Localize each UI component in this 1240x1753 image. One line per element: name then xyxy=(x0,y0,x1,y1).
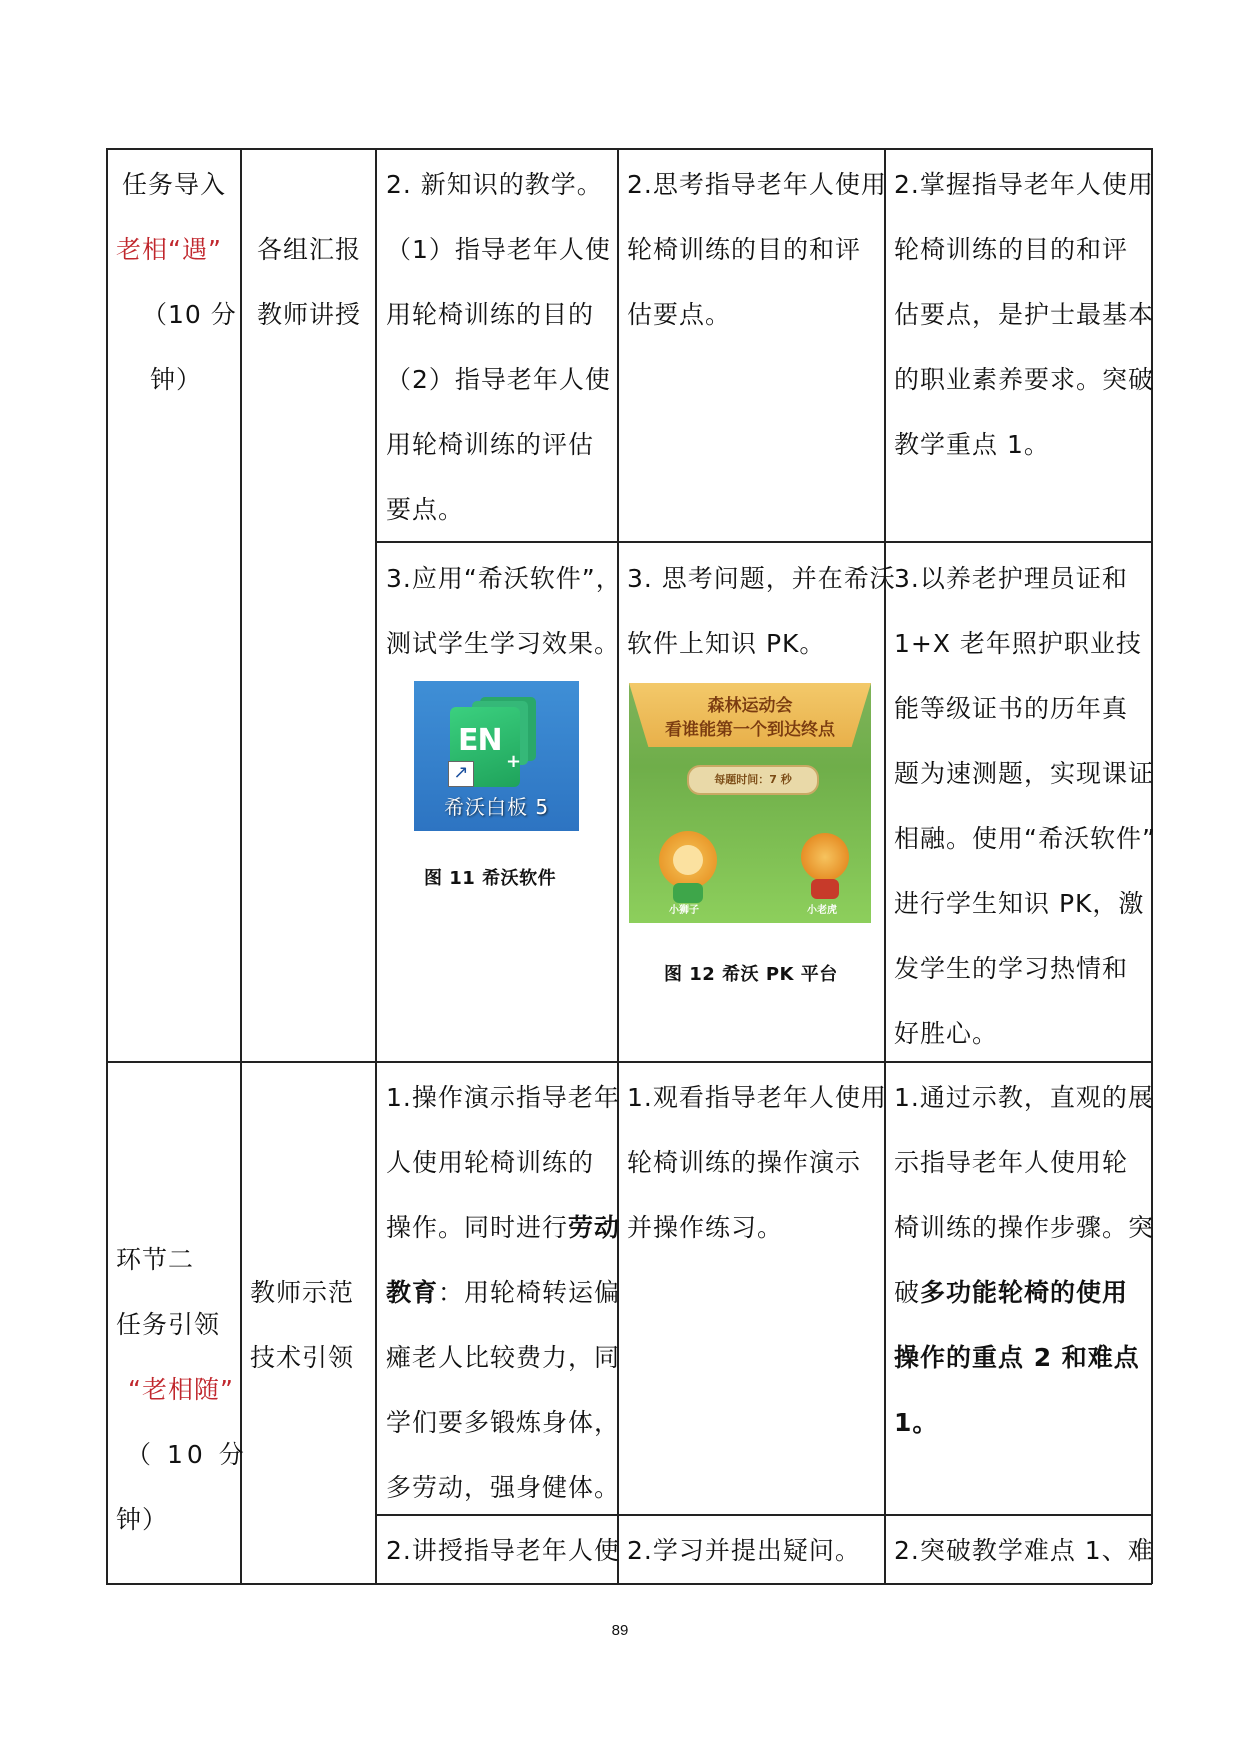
design-intent-cell: 2.突破教学难点 1、难 xyxy=(894,1536,1154,1565)
text-line: 估要点。 xyxy=(627,300,732,329)
player-name: 小狮子 xyxy=(669,905,699,916)
teacher-activity-cell xyxy=(386,546,622,676)
teacher-activity-cell: 2.讲授指导老年人使 xyxy=(386,1536,620,1565)
student-activity-cell xyxy=(627,1065,887,1260)
pk-subtitle: 看谁能第一个到达终点 xyxy=(665,720,835,740)
method-cell xyxy=(250,1260,354,1390)
text-line: 要点。 xyxy=(386,495,465,524)
text-line xyxy=(386,1195,620,1260)
page-number: 89 xyxy=(611,1622,629,1639)
bold-emphasis: 教育 xyxy=(386,1278,439,1307)
text-line: 瘫老人比较费力，同 xyxy=(386,1343,621,1372)
lion-body-icon xyxy=(673,883,703,903)
stage-duration: （ 10 分 xyxy=(126,1440,248,1469)
pk-platform-screenshot xyxy=(629,683,871,923)
text-line: 好胜心。 xyxy=(894,1019,999,1048)
method-line: 教师讲授 xyxy=(257,300,362,329)
stage-cell xyxy=(116,1227,248,1552)
bold-emphasis: 操作的重点 2 和难点 xyxy=(894,1343,1140,1372)
bold-emphasis: 劳动 xyxy=(568,1213,621,1242)
stage-cell xyxy=(116,152,237,412)
text-line: 1.观看指导老年人使用 xyxy=(627,1083,887,1112)
bold-emphasis: 多功能轮椅的使用 xyxy=(920,1278,1129,1307)
stage-duration: （10 分 xyxy=(142,300,237,329)
pk-timer: 每题时间：7 秒 xyxy=(687,765,819,795)
text-line: 发学生的学习热情和 xyxy=(894,954,1129,983)
student-activity-cell xyxy=(627,546,896,676)
lion-face-icon xyxy=(673,845,703,875)
table-border-top xyxy=(106,148,1152,150)
text-line: 并操作练习。 xyxy=(627,1213,784,1242)
student-activity-cell: 2.学习并提出疑问。 xyxy=(627,1536,861,1565)
stage-duration: 钟） xyxy=(116,1505,169,1534)
text-line: 轮椅训练的目的和评 xyxy=(627,235,862,264)
teacher-activity-cell xyxy=(386,152,611,542)
icon-logo-text: EN xyxy=(458,723,502,758)
method-line: 技术引领 xyxy=(250,1343,355,1372)
stage-line: 环节二 xyxy=(116,1245,195,1274)
text-line: 题为速测题，实现课证 xyxy=(894,759,1155,788)
text-line: 多劳动，强身健体。 xyxy=(386,1473,621,1502)
teacher-activity-cell xyxy=(386,1065,620,1520)
text-line: 1.操作演示指导老年 xyxy=(386,1083,620,1112)
text-line: 用轮椅训练的评估 xyxy=(386,430,595,459)
column-divider xyxy=(375,148,377,1584)
text-line: 进行学生知识 PK，激 xyxy=(894,889,1145,918)
stage-line: 任务导入 xyxy=(122,170,227,199)
stage-duration: 钟） xyxy=(150,365,203,394)
text-line: 教学重点 1。 xyxy=(894,430,1050,459)
stage-title: “老相随” xyxy=(128,1375,234,1404)
text-line: 2.掌握指导老年人使用 xyxy=(894,170,1154,199)
text-line: 3.以养老护理员证和 xyxy=(894,564,1128,593)
text-line: 2.思考指导老年人使用 xyxy=(627,170,887,199)
pk-title: 森林运动会 xyxy=(707,696,793,716)
seewo-software-icon xyxy=(414,681,579,831)
figure-caption: 图 11 希沃软件 xyxy=(424,868,557,889)
icon-label: 希沃白板 5 xyxy=(444,795,550,819)
text-line: 示指导老年人使用轮 xyxy=(894,1148,1129,1177)
text-line: 人使用轮椅训练的 xyxy=(386,1148,595,1177)
text-line: 能等级证书的历年真 xyxy=(894,694,1129,723)
method-cell xyxy=(257,217,361,347)
tiger-avatar-icon xyxy=(801,833,849,881)
column-divider xyxy=(884,148,886,1584)
tiger-body-icon xyxy=(811,879,839,899)
text-line: （2）指导老年人使 xyxy=(386,365,611,394)
text-line: 轮椅训练的目的和评 xyxy=(894,235,1129,264)
text-line: 测试学生学习效果。 xyxy=(386,629,621,658)
shortcut-arrow-icon: ↗ xyxy=(448,761,474,787)
text-line: 学们要多锻炼身体， xyxy=(386,1408,621,1437)
text-span: 操作。同时进行 xyxy=(386,1213,569,1242)
text-span: 破 xyxy=(894,1278,921,1307)
text-span: ：用轮椅转运偏 xyxy=(438,1278,621,1307)
design-intent-cell xyxy=(894,152,1154,477)
player-name: 小老虎 xyxy=(807,905,837,916)
text-line: 椅训练的操作步骤。突 xyxy=(894,1213,1155,1242)
text-line: 的职业素养要求。突破 xyxy=(894,365,1155,394)
text-line: （1）指导老年人使 xyxy=(386,235,611,264)
text-line: 1+X 老年照护职业技 xyxy=(894,629,1142,658)
text-line: 3.应用“希沃软件”， xyxy=(386,564,622,593)
text-line xyxy=(894,1260,1154,1325)
text-line: 1.通过示教，直观的展 xyxy=(894,1083,1154,1112)
text-line: 用轮椅训练的目的 xyxy=(386,300,595,329)
text-line: 2. 新知识的教学。 xyxy=(386,170,603,199)
method-line: 教师示范 xyxy=(250,1278,355,1307)
table-border-bottom xyxy=(106,1583,1152,1585)
bold-emphasis: 1。 xyxy=(894,1408,939,1437)
stage-title: 老相“遇” xyxy=(116,235,222,264)
text-line: 软件上知识 PK。 xyxy=(627,629,826,658)
text-line: 估要点，是护士最基本 xyxy=(894,300,1155,329)
text-line: 3. 思考问题，并在希沃 xyxy=(627,564,896,593)
text-line xyxy=(386,1260,620,1325)
method-line: 各组汇报 xyxy=(257,235,362,264)
student-activity-cell xyxy=(627,152,887,347)
text-line: 轮椅训练的操作演示 xyxy=(627,1148,862,1177)
design-intent-cell xyxy=(894,1065,1154,1455)
figure-caption: 图 12 希沃 PK 平台 xyxy=(664,964,838,985)
plus-icon: + xyxy=(506,751,522,772)
design-intent-cell xyxy=(894,546,1156,1066)
column-divider xyxy=(106,148,108,1584)
text-line: 相融。使用“希沃软件” xyxy=(894,824,1156,853)
stage-line: 任务引领 xyxy=(116,1310,221,1339)
